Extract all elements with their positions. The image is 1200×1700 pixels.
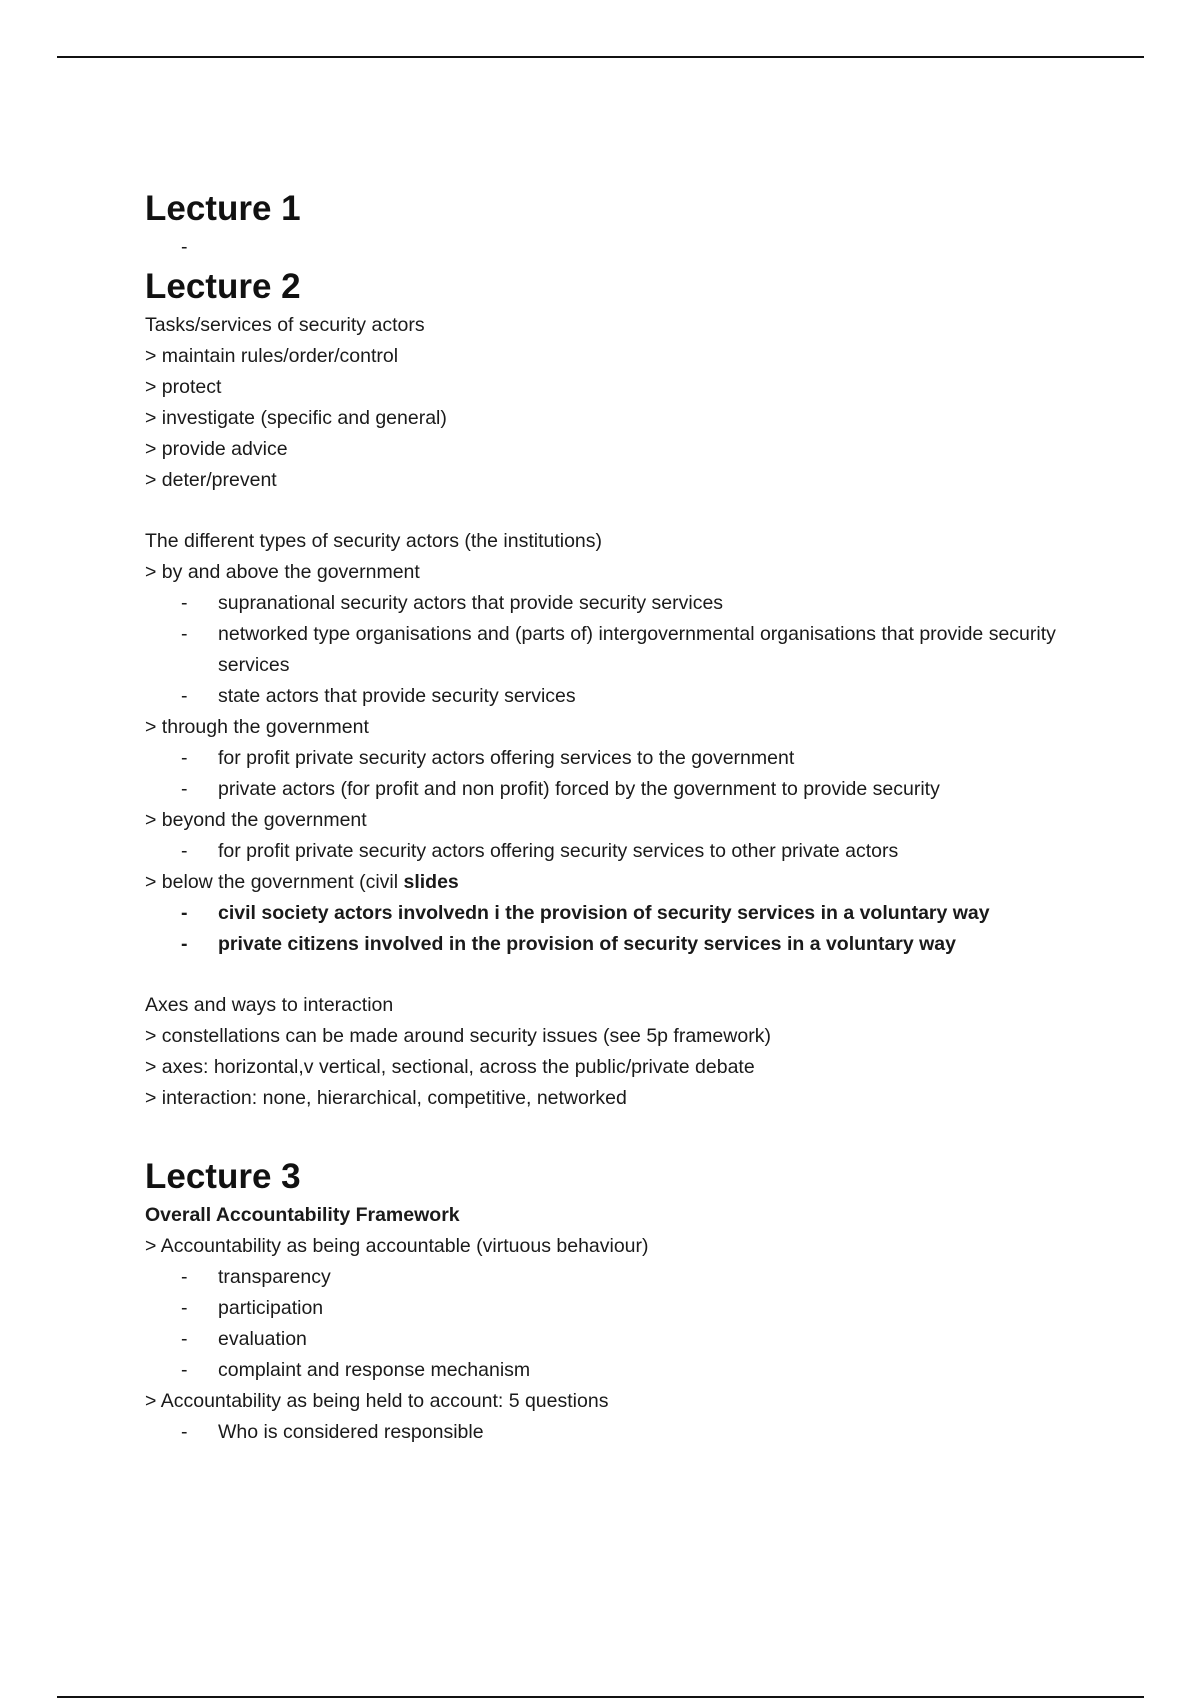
held-list [145,1417,1065,1448]
list-item: - participation [181,1297,324,1319]
through-heading: > through the government [145,716,369,738]
beyond-list [145,836,1065,867]
below-heading-bold: slides [403,871,459,893]
list-item: - civil society actors involvedn i the provision of security services in a voluntary way [181,902,990,924]
list-item: > axes: horizontal,v vertical, sectional, across the public/private debate [145,1056,755,1078]
list-item: > investigate (specific and general) [145,407,447,429]
list-item: - evaluation [181,1328,307,1350]
by-above-heading: > by and above the government [145,561,420,583]
list-item: - for profit private security actors offering security services to other private actors [181,840,899,862]
accountable-heading: > Accountability as being accountable (virtuous behaviour) [145,1235,649,1257]
list-item: - complaint and response mechanism [181,1359,531,1381]
framework-heading: Overall Accountability Framework [145,1204,460,1226]
lecture-2-heading: Lecture 2 [145,267,301,306]
list-item: - Who is considered responsible [181,1421,484,1443]
below-heading: > below the government (civil slides [145,871,459,893]
list-item: - networked type organisations and (parts of) intergovernmental organisations that provide security services [181,623,1056,676]
below-list [145,898,1065,960]
lecture-3-heading: Lecture 3 [145,1157,301,1196]
document-body: Lecture 1 - Lecture 2 Tasks/services of security actors > maintain rules/order/control > protect > investigate (specific and general) > provide advice > deter/prevent The different types of security actors (the institutions) > by and above the government - supranational security actors that provide security services - networked type organisations and (parts of) intergovernmental organisations that provide security services - state actors that provide security services > through the government - for profit private security actors offering services to the government - private actors (for profit and non profit) forced by the government to provide security > beyond the government - for profit private security actors offering security services to other private actors > below the government (civil slides - civil society actors involvedn i the provision of security services in a voluntary way - private citizens involved in the provision of security services in a voluntary way Axes and ways to interaction > constellations can be made around security issues (see 5p framework) > axes: horizontal,v vertical, sectional, across the public/private debate > interaction: none, hierarchical, competitive, networked Lecture 3 Overall Accountability Framework > Accountability as being accountable (virtuous behaviour) - transparency - participation - evaluation - complaint and response mechanism > Accountability as being held to account: 5 questions - Who is considered responsible [145,186,1065,1448]
list-item: - state actors that provide security services [181,685,576,707]
beyond-heading: > beyond the government [145,809,367,831]
list-item: > constellations can be made around security issues (see 5p framework) [145,1025,771,1047]
list-item: - supranational security actors that provide security services [181,592,724,614]
list-item: - transparency [181,1266,331,1288]
top-rule [57,56,1144,58]
types-heading: The different types of security actors (the institutions) [145,530,603,552]
through-list [145,743,1065,805]
list-item: - private citizens involved in the provision of security services in a voluntary way [181,933,957,955]
held-heading: > Accountability as being held to account: 5 questions [145,1390,609,1412]
list-item: - private actors (for profit and non profit) forced by the government to provide security [181,778,940,800]
list-item: > interaction: none, hierarchical, competitive, networked [145,1087,627,1109]
list-item: > deter/prevent [145,469,277,491]
accountable-list [145,1262,1065,1386]
list-item: > protect [145,376,222,398]
tasks-heading: Tasks/services of security actors [145,314,425,336]
by-above-list [145,588,1065,712]
bottom-rule [57,1696,1144,1698]
axes-heading: Axes and ways to interaction [145,994,394,1016]
lecture-1-heading: Lecture 1 [145,189,301,228]
list-item: - for profit private security actors offering services to the government [181,747,795,769]
list-item: > maintain rules/order/control [145,345,399,367]
list-item: > provide advice [145,438,288,460]
